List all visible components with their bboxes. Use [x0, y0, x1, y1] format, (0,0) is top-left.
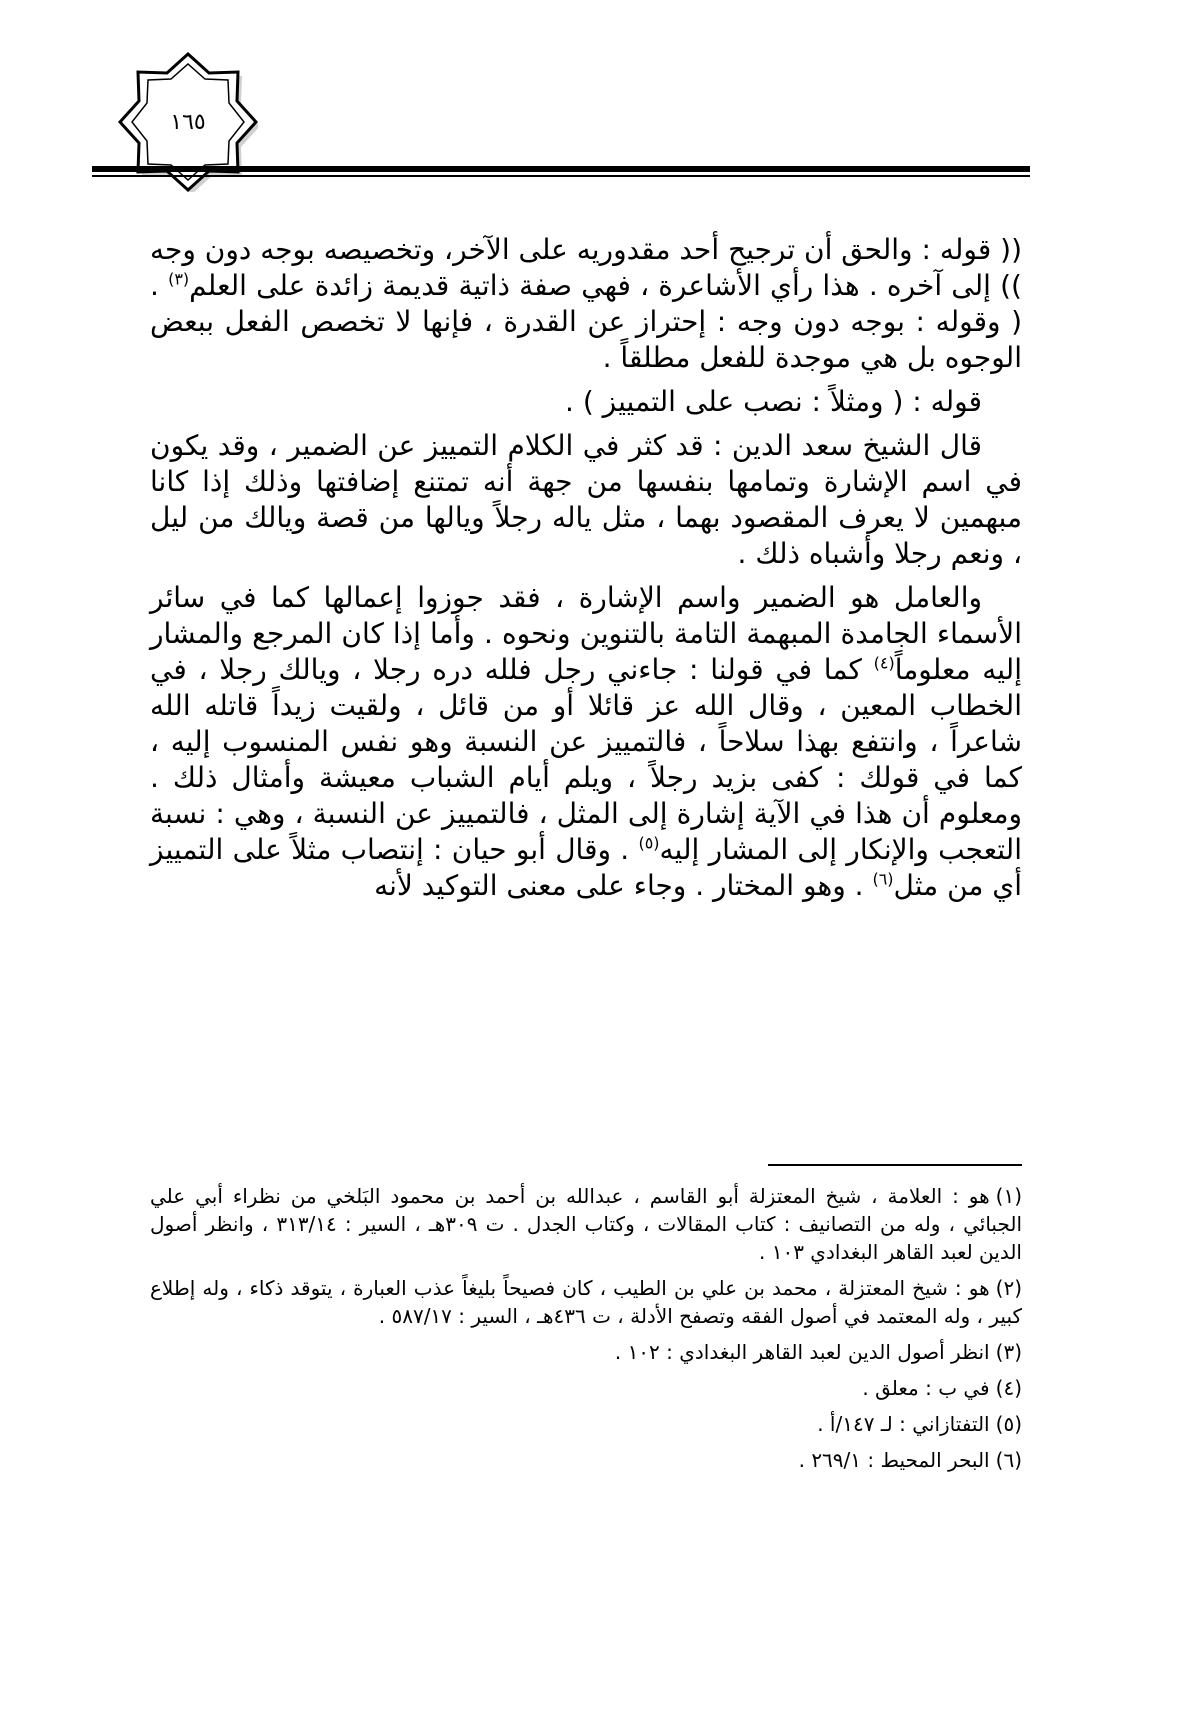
- footnote-text: هو : العلامة ، شيخ المعتزلة أبو القاسم ، عبدالله بن أحمد بن محمود البَلخي من نظراء أبي علي الجبائي ، وله من التصانيف : كتاب المقالات ، وكتاب الجدل . ت ٣٠٩هـ ، السير : ٣١٣/١٤ ، وانظر أصول الدين لعبد القاهر البغدادي ١٠٣ .: [150, 1184, 1023, 1264]
- footnote-number: (٤): [995, 1376, 1022, 1400]
- footnote-1: [150, 1182, 1022, 1266]
- footnote-text: هو : شيخ المعتزلة ، محمد بن علي بن الطيب ، كان فصيحاً بليغاً عذب العبارة ، يتوقد ذكاء ، وله إطلاع كبير ، وله المعتمد في أصول الفقه وتصفح الأدلة ، ت ٤٣٦هـ ، السير : ٥٨٧/١٧ .: [150, 1276, 1022, 1328]
- footnote-text: التفتازاني : لـ ١٤٧/أ .: [817, 1412, 990, 1436]
- footnote-ref-4: (٤): [873, 653, 895, 673]
- header-rule-thick: [92, 166, 1030, 172]
- footnote-text: البحر المحيط : ٢٦٩/١ .: [798, 1448, 990, 1472]
- footnote-text: انظر أصول الدين لعبد القاهر البغدادي : ١٠٢ .: [614, 1340, 990, 1364]
- footnote-text: في ب : معلق .: [862, 1376, 990, 1400]
- footnote-number: (٢): [995, 1276, 1022, 1300]
- body-text: [150, 232, 1022, 912]
- footnote-number: (٣): [995, 1340, 1022, 1364]
- footnote-separator: [768, 1164, 1022, 1166]
- footnote-ref-5: (٥): [638, 833, 660, 853]
- footnote-6: [150, 1446, 1022, 1474]
- footnote-ref-3: (٣): [168, 269, 190, 289]
- paragraph-2: [150, 384, 1022, 420]
- footnote-ref-6: (٦): [872, 869, 894, 889]
- page-number: ١٦٥: [170, 109, 206, 135]
- footnotes: [150, 1182, 1022, 1482]
- text-segment: والعامل هو الضمير واسم الإشارة ، فقد جوزوا إعمالها كما في سائر الأسماء الجامدة المبهمة التامة بالتنوين ونحوه . وأما إذا كان المرجع والمشار إليه معلوماً: [150, 581, 1022, 686]
- text-segment: . ( وقوله : بوجه دون وجه : إحتراز عن القدرة ، فإنها لا تخصص الفعل ببعض الوجوه بل هي موجدة للفعل مطلقاً .: [150, 269, 1022, 374]
- footnote-3: [150, 1338, 1022, 1366]
- paragraph-3: [150, 428, 1022, 572]
- paragraph-1: [150, 232, 1022, 376]
- footnote-number: (٦): [995, 1448, 1022, 1472]
- paragraph-4: [150, 580, 1022, 904]
- footnote-2: [150, 1274, 1022, 1330]
- text-segment: قوله : ( ومثلاً : نصب على التمييز ) .: [565, 385, 982, 418]
- footnote-5: [150, 1410, 1022, 1438]
- footnote-4: [150, 1374, 1022, 1402]
- text-segment: كما في قولنا : جاءني رجل فلله دره رجلا ، ويالك رجلا ، في الخطاب المعين ، وقال الله عز قائلا أو من قائل ، ولقيت زيداً قاتله الله شاعراً ، وانتفع بهذا سلاحاً ، فالتمييز عن النسبة وهو نفس المنسوب إليه ، كما في قولك : كفى بزيد رجلاً ، ويلم أيام الشباب معيشة وأمثال ذلك . ومعلوم أن هذا في الآية إشارة إلى المثل ، فالتمييز عن النسبة ، وهي : نسبة التعجب والإنكار إلى المشار إليه: [150, 653, 1022, 866]
- footnote-number: (١): [995, 1184, 1022, 1208]
- text-segment: . وقال أبو حيان : إنتصاب مثلاً على التمييز أي من مثل: [150, 833, 1022, 902]
- header-rule-thin: [92, 175, 1030, 177]
- text-segment: قال الشيخ سعد الدين : قد كثر في الكلام التمييز عن الضمير ، وقد يكون في اسم الإشارة وتمامها بنفسها من جهة أنه تمتنع إضافتها وذلك إذا كانا مبهمين لا يعرف المقصود بهما ، مثل ياله رجلاً ويالها من قصة ويالك من ليل ، ونعم رجلا وأشباه ذلك .: [150, 429, 1022, 570]
- text-segment: . وهو المختار . وجاء على معنى التوكيد لأنه: [374, 869, 873, 902]
- footnote-number: (٥): [995, 1412, 1022, 1436]
- text-segment: (( قوله : والحق أن ترجيح أحد مقدوريه على الآخر، وتخصيصه بوجه دون وجه )) إلى آخره . هذا رأي الأشاعرة ، فهي صفة ذاتية قديمة زائدة على العلم: [150, 233, 1022, 302]
